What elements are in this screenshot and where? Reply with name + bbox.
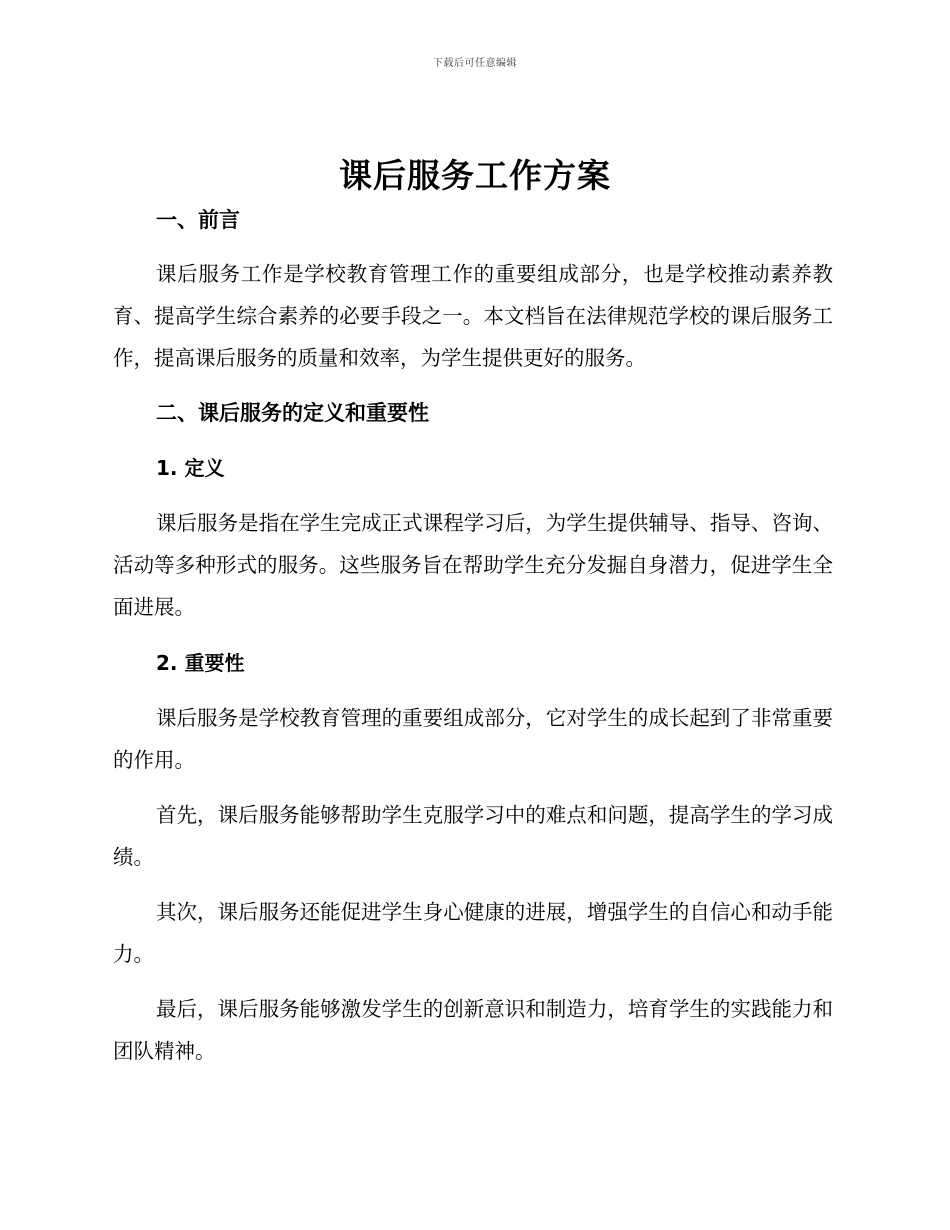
subsection-heading-definition: 1. 定义 — [156, 456, 225, 480]
header-note: 下载后可任意编辑 — [433, 58, 517, 69]
paragraph-importance-1: 课后服务是学校教育管理的重要组成部分，它对学生的成长起到了非常重要的作用。 — [113, 706, 833, 772]
paragraph-importance-3: 其次，课后服务还能促进学生身心健康的进展，增强学生的自信心和动手能力。 — [113, 900, 833, 966]
paragraph-importance-4: 最后，课后服务能够激发学生的创新意识和制造力，培育学生的实践能力和团队精神。 — [113, 997, 833, 1063]
subsection-heading-importance: 2. 重要性 — [156, 651, 245, 675]
section-heading-definition-importance: 二、课后服务的定义和重要性 — [156, 401, 429, 425]
paragraph-definition: 课后服务是指在学生完成正式课程学习后，为学生提供辅导、指导、咨询、活动等多种形式的服务。这些服务旨在帮助学生充分发掘自身潜力，促进学生全面进展。 — [113, 511, 833, 619]
document-title: 课后服务工作方案 — [339, 156, 611, 195]
section-heading-preface: 一、前言 — [156, 208, 240, 232]
paragraph-importance-2: 首先，课后服务能够帮助学生克服学习中的难点和问题，提高学生的学习成绩。 — [113, 803, 833, 869]
paragraph-preface: 课后服务工作是学校教育管理工作的重要组成部分，也是学校推动素养教育、提高学生综合素养的必要手段之一。本文档旨在法律规范学校的课后服务工作，提高课后服务的质量和效率，为学生提供更好的服务。 — [113, 262, 833, 370]
